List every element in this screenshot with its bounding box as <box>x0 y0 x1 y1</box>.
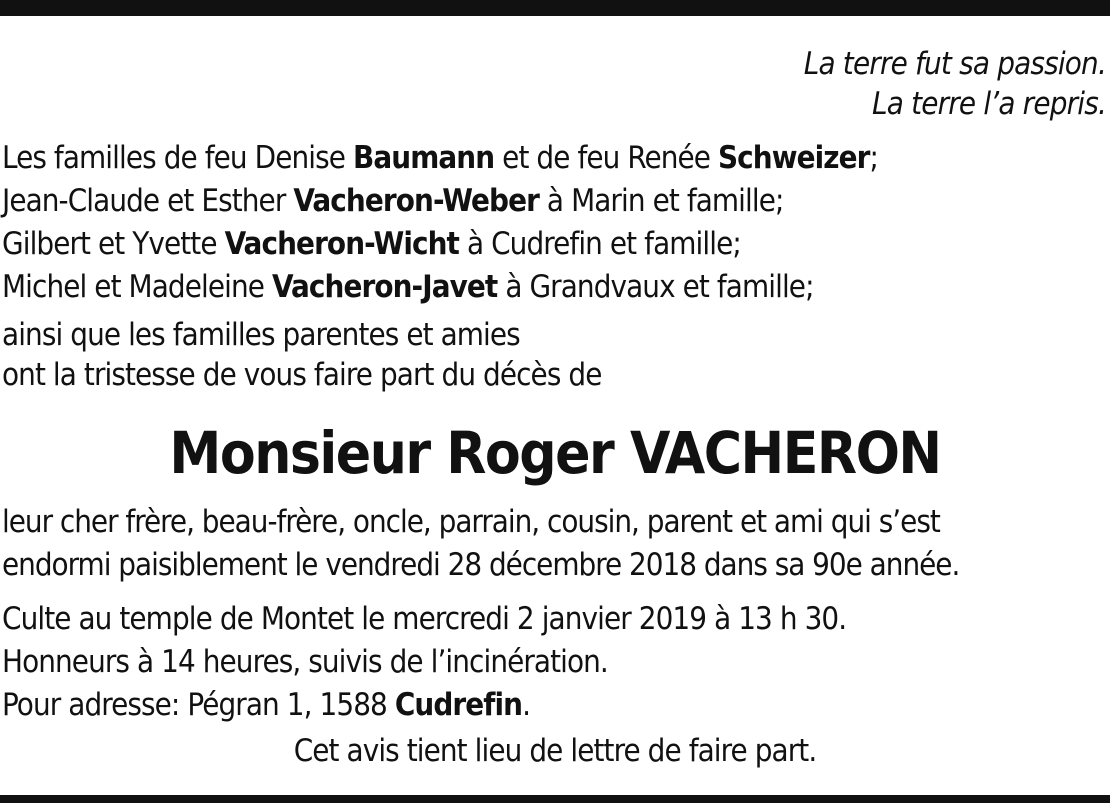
family-text: et de feu Renée <box>494 140 718 176</box>
family-surname: Vacheron-Weber <box>293 183 539 219</box>
closing-note: Cet avis tient lieu de lettre de faire part. <box>293 733 817 769</box>
description-text <box>2 501 959 587</box>
intro-line: ainsi que les familles parentes et amies <box>2 317 520 353</box>
epigraph-line: La terre fut sa passion. <box>803 46 1106 82</box>
family-surname: Baumann <box>352 140 495 176</box>
family-list <box>2 137 878 309</box>
funeral-line: Culte au temple de Montet le mercredi 2 janvier 2019 à 13 h 30. <box>2 601 847 637</box>
deceased-name: Monsieur Roger VACHERON <box>169 419 941 487</box>
family-text: Les familles de feu Denise <box>2 140 353 176</box>
family-text: Gilbert et Yvette <box>2 226 225 262</box>
family-line <box>2 180 878 223</box>
family-line <box>2 266 878 309</box>
description-line: leur cher frère, beau-frère, oncle, parrain, cousin, parent et ami qui s’est <box>2 504 940 540</box>
address-text: . <box>522 687 531 723</box>
funeral-line: Honneurs à 14 heures, suivis de l’incinération. <box>2 644 608 680</box>
epigraph <box>804 44 1106 124</box>
bottom-border-rule <box>0 795 1110 803</box>
family-text: à Marin et famille; <box>538 183 784 219</box>
family-text: à Grandvaux et famille; <box>497 269 814 305</box>
intro-line: ont la tristesse de vous faire part du décès de <box>2 357 602 393</box>
family-line <box>2 223 878 266</box>
family-text: Michel et Madeleine <box>2 269 272 305</box>
intro-text <box>2 315 601 395</box>
family-text: Jean-Claude et Esther <box>2 183 294 219</box>
family-surname: Vacheron-Javet <box>271 269 498 305</box>
family-text: à Cudrefin et famille; <box>459 226 741 262</box>
family-surname: Vacheron-Wicht <box>224 226 459 262</box>
family-text: ; <box>869 140 879 176</box>
description-line: endormi paisiblement le vendredi 28 décembre 2018 dans sa 90e année. <box>2 547 960 583</box>
family-line <box>2 137 878 180</box>
address-text: Pour adresse: Pégran 1, 1588 <box>2 687 395 723</box>
top-border-rule <box>0 0 1110 16</box>
funeral-details <box>2 598 846 727</box>
family-surname: Schweizer <box>717 140 870 176</box>
address-line <box>2 684 846 727</box>
address-city: Cudrefin <box>394 687 523 723</box>
epigraph-line: La terre l’a repris. <box>872 86 1106 122</box>
